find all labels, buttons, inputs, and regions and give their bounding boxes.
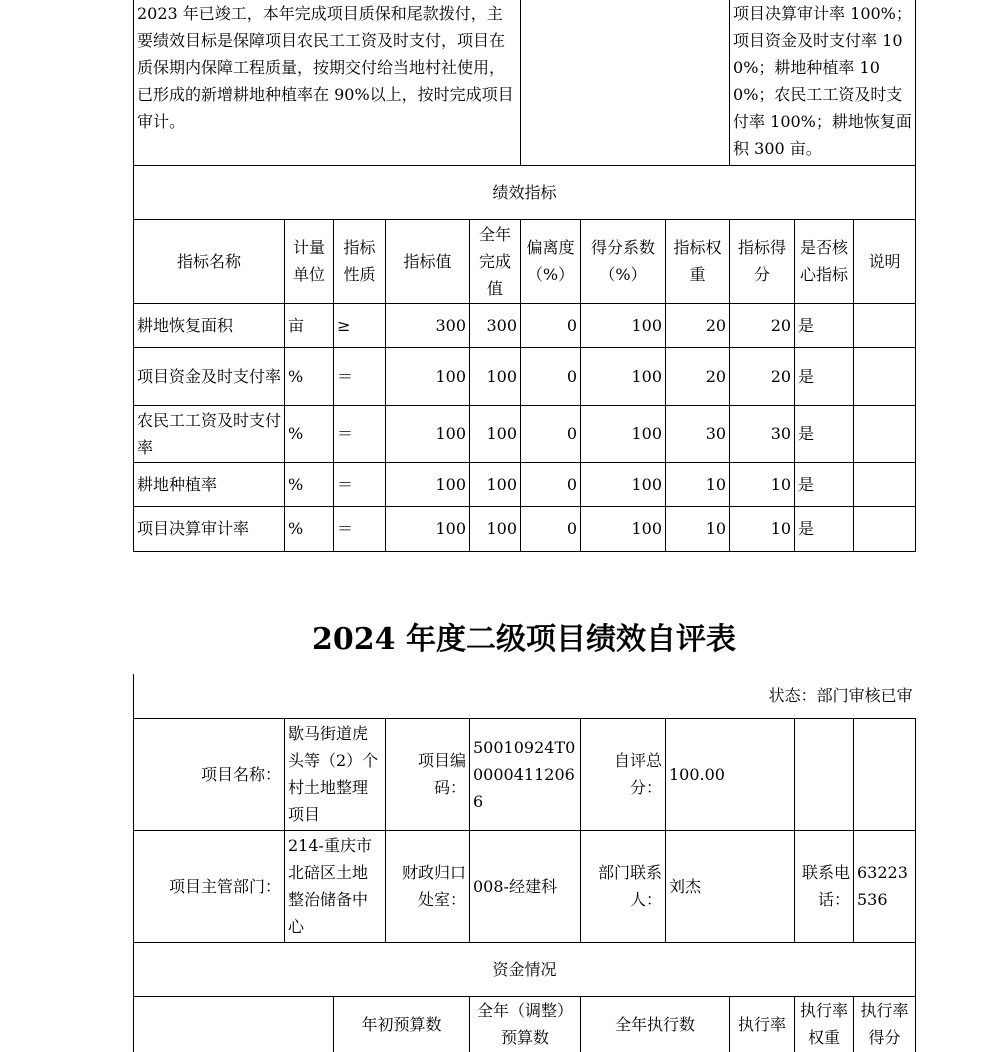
self-score-value: 100.00 <box>666 718 795 830</box>
indicator-core: 是 <box>795 303 854 347</box>
header-nature: 指标性质 <box>334 219 386 303</box>
table-row <box>134 405 916 462</box>
indicator-core: 是 <box>795 405 854 462</box>
indicator-deviation: 0 <box>521 506 581 551</box>
indicator-target: 100 <box>386 405 470 462</box>
header-coef: 得分系数（%） <box>581 219 666 303</box>
indicator-nature: ＝ <box>334 462 386 506</box>
indicator-nature: ＝ <box>334 405 386 462</box>
fund-header-adjusted: 全年（调整）预算数 <box>470 996 581 1052</box>
page-title: 2024 年度二级项目绩效自评表 <box>312 622 736 657</box>
indicator-unit: 亩 <box>285 303 334 347</box>
self-score-label: 自评总分： <box>581 718 666 830</box>
finance-value: 008-经建科 <box>470 830 581 942</box>
indicator-note <box>854 462 916 506</box>
empty-cell <box>795 718 854 830</box>
indicator-score: 10 <box>730 462 795 506</box>
header-score: 指标得分 <box>730 219 795 303</box>
fund-header-rate-weight: 执行率权重 <box>795 996 854 1052</box>
indicator-score: 20 <box>730 347 795 405</box>
fund-header-initial: 年初预算数 <box>334 996 470 1052</box>
header-weight: 指标权重 <box>666 219 730 303</box>
self-evaluation-table <box>133 674 916 1052</box>
phone-value: 63223536 <box>854 830 916 942</box>
indicator-score: 30 <box>730 405 795 462</box>
indicator-core: 是 <box>795 506 854 551</box>
project-name-value: 歇马街道虎头等（2）个村土地整理项目 <box>285 718 386 830</box>
indicator-name: 项目决算审计率 <box>134 506 285 551</box>
indicator-weight: 10 <box>666 462 730 506</box>
indicator-coef: 100 <box>581 405 666 462</box>
empty-cell <box>521 0 730 165</box>
table-row <box>134 506 916 551</box>
indicator-weight: 10 <box>666 506 730 551</box>
indicator-actual: 100 <box>470 347 521 405</box>
indicator-target: 100 <box>386 462 470 506</box>
header-unit: 计量单位 <box>285 219 334 303</box>
perf-section-title: 绩效指标 <box>134 165 916 219</box>
indicator-deviation: 0 <box>521 303 581 347</box>
dept-label: 项目主管部门： <box>134 830 285 942</box>
header-actual: 全年完成值 <box>470 219 521 303</box>
indicator-target: 300 <box>386 303 470 347</box>
indicator-actual: 100 <box>470 405 521 462</box>
indicator-nature: ≥ <box>334 303 386 347</box>
phone-label: 联系电话： <box>795 830 854 942</box>
indicator-coef: 100 <box>581 506 666 551</box>
indicator-coef: 100 <box>581 303 666 347</box>
finance-label: 财政归口处室： <box>386 830 470 942</box>
indicator-target: 100 <box>386 506 470 551</box>
indicator-deviation: 0 <box>521 462 581 506</box>
indicator-coef: 100 <box>581 462 666 506</box>
indicator-name: 耕地种植率 <box>134 462 285 506</box>
indicator-note <box>854 347 916 405</box>
status-text: 状态：部门审核已审 <box>134 674 916 718</box>
indicator-name: 项目资金及时支付率 <box>134 347 285 405</box>
indicator-nature: ＝ <box>334 506 386 551</box>
contact-label: 部门联系人： <box>581 830 666 942</box>
project-name-label: 项目名称： <box>134 718 285 830</box>
indicator-note <box>854 506 916 551</box>
indicator-note <box>854 405 916 462</box>
indicator-unit: % <box>285 405 334 462</box>
header-core: 是否核心指标 <box>795 219 854 303</box>
indicator-target: 100 <box>386 347 470 405</box>
project-code-label: 项目编码： <box>386 718 470 830</box>
indicator-coef: 100 <box>581 347 666 405</box>
goal-text: 2023 年已竣工，本年完成项目质保和尾款拨付，主要绩效目标是保障项目农民工工资及时支付，项目在质保期内保障工程质量，按期交付给当地村社使用，已形成的新增耕地种植率在 90%以上，按时完成项目审计。 <box>134 0 521 165</box>
indicator-actual: 300 <box>470 303 521 347</box>
empty-cell <box>134 996 334 1052</box>
indicator-score: 20 <box>730 303 795 347</box>
indicator-deviation: 0 <box>521 347 581 405</box>
performance-table-continued <box>133 0 916 552</box>
indicator-unit: % <box>285 506 334 551</box>
indicator-note <box>854 303 916 347</box>
header-note: 说明 <box>854 219 916 303</box>
indicator-unit: % <box>285 347 334 405</box>
header-name: 指标名称 <box>134 219 285 303</box>
indicator-deviation: 0 <box>521 405 581 462</box>
indicator-score: 10 <box>730 506 795 551</box>
fund-header-rate-score: 执行率得分 <box>854 996 916 1052</box>
achievement-text: 项目决算审计率 100%；项目资金及时支付率 100%；耕地种植率 100%；农民工工资及时支付率 100%；耕地恢复面积 300 亩。 <box>730 0 916 165</box>
indicator-core: 是 <box>795 347 854 405</box>
fund-section-title: 资金情况 <box>134 942 916 996</box>
indicator-actual: 100 <box>470 506 521 551</box>
indicator-actual: 100 <box>470 462 521 506</box>
contact-value: 刘杰 <box>666 830 795 942</box>
fund-header-executed: 全年执行数 <box>581 996 730 1052</box>
indicator-name: 耕地恢复面积 <box>134 303 285 347</box>
empty-cell <box>854 718 916 830</box>
table-row <box>134 347 916 405</box>
indicator-name: 农民工工资及时支付率 <box>134 405 285 462</box>
dept-value: 214-重庆市北碚区土地整治储备中心 <box>285 830 386 942</box>
indicator-weight: 20 <box>666 347 730 405</box>
header-target: 指标值 <box>386 219 470 303</box>
indicator-unit: % <box>285 462 334 506</box>
table-row <box>134 303 916 347</box>
header-deviation: 偏离度（%） <box>521 219 581 303</box>
indicator-weight: 20 <box>666 303 730 347</box>
indicator-core: 是 <box>795 462 854 506</box>
indicator-nature: ＝ <box>334 347 386 405</box>
project-code-value: 50010924T000004112066 <box>470 718 581 830</box>
indicator-weight: 30 <box>666 405 730 462</box>
fund-header-rate: 执行率 <box>730 996 795 1052</box>
table-row <box>134 462 916 506</box>
